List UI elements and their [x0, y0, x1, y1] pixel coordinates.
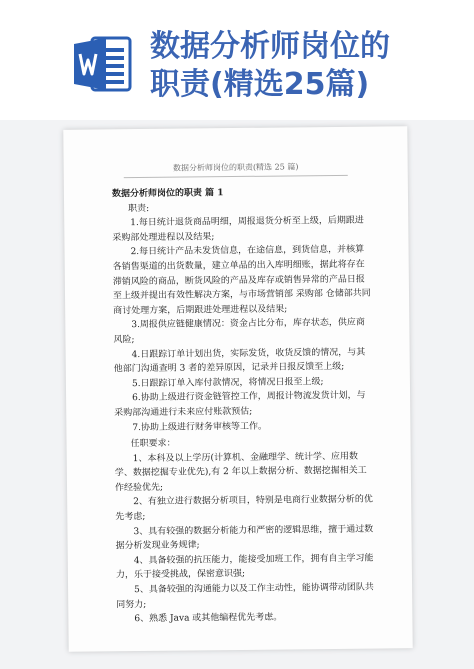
document-header: 数据分析师岗位的职责(精选 25 篇) [172, 162, 299, 173]
duty-item: 3.周报供应链健康情况：资金占比分布，库存状态，供应商风险; [113, 318, 365, 346]
requirement-item: 1、本科及以上学历(计算机、金融理学、统计学、应用数学、数据挖掘专业优先),有 2 年以上数据分析、数据挖掘相关工作经验优先; [114, 451, 367, 494]
duty-item: 7.协助上级进行财务审核等工作。 [132, 421, 268, 433]
duty-item: 6.协助上级进行资金链管控工作，周报计物流发货计划，与采购部沟通进行未来应付账款预估; [114, 390, 366, 419]
requirement-item: 6、熟悉 Java 或其他编程优先考虑。 [134, 612, 283, 625]
duty-item: 5.日跟踪订单入库付款情况，将情况日报至上级; [131, 376, 324, 389]
header-divider [124, 175, 348, 178]
duty-item: 2.每日统计产品未发货信息，在途信息，到货信息，并核算各销售渠道的出货数量，建立单品的出入库明细账，据此将存在滞销风险的商品，断货风险的产品及库存或销售异常的产品日报至上级并提出有效性解决方案，与市场营销部 采购部 仓储部共同商讨处理方案，后期跟进处理进程以及结果; [112, 245, 371, 317]
requirement-item: 5、具备较强的沟通能力以及工作主动性，能协调带动团队共同努力; [116, 582, 374, 610]
banner-title [150, 28, 460, 104]
duty-item: 4.日跟踪订单计划出货，实际发货，收货反馈的情况，与其他部门沟通查明 3 者的差异原因，记录并日报反馈至上级; [113, 347, 366, 375]
document-page [63, 126, 412, 652]
section-title: 数据分析师岗位的职责 篇 1 [111, 188, 224, 200]
requirements-label: 任职要求： [130, 438, 176, 450]
requirement-item: 4、具备较强的抗压能力，能接受加班工作，拥有自主学习能力，乐于接受挑战，保密意识强; [115, 553, 374, 581]
banner-title-line1: 数据分析师岗位的 [150, 29, 390, 64]
duties-label: 职责: [128, 203, 150, 214]
document-body [112, 185, 377, 628]
banner [0, 0, 474, 120]
requirement-item: 2、有独立进行数据分析项目，特别是电商行业数据分析的优先考虑; [115, 495, 373, 523]
word-document-icon [70, 32, 134, 96]
requirement-item: 3、具有较强的数据分析能力和严密的逻辑思维，擅于通过数据分析发现业务规律; [115, 524, 374, 552]
banner-title-line2: 职责(精选25篇) [150, 67, 370, 102]
duty-item: 1.每日统计退货商品明细，周报退货分析至上级，后期跟进采购部处理进程以及结果; [112, 215, 364, 244]
